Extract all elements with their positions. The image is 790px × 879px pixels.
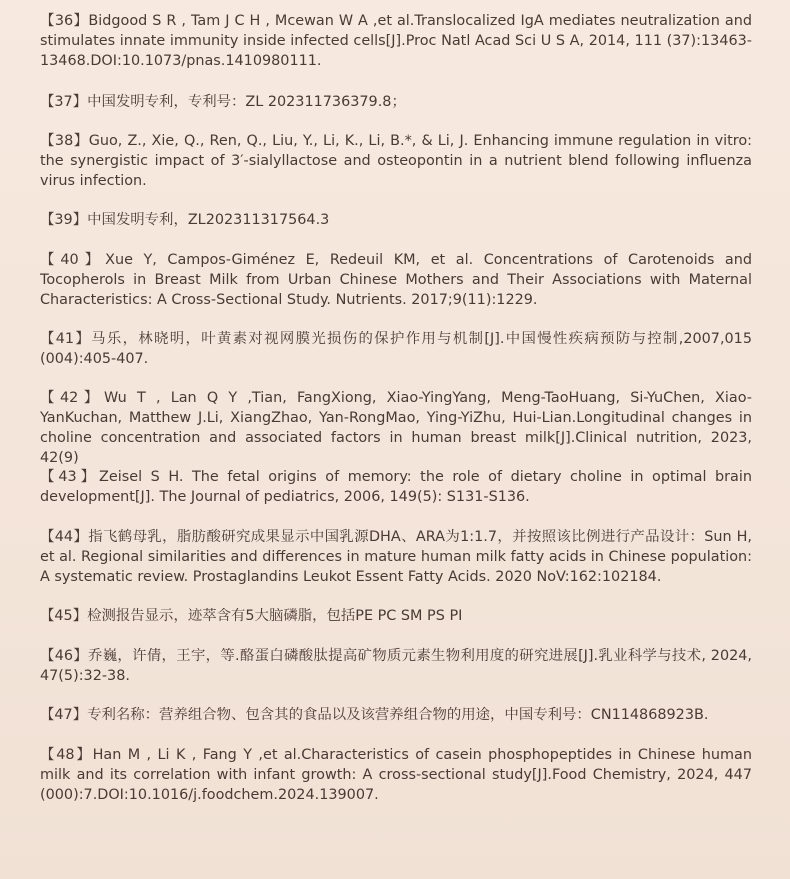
reference-number: 【36】 (40, 13, 89, 29)
reference-number: 【37】 (40, 94, 88, 110)
reference-number: 【43】 (40, 469, 100, 485)
reference-number: 【44】 (40, 529, 89, 545)
reference-46 (40, 646, 752, 686)
reference-40 (40, 250, 752, 310)
reference-48 (40, 745, 752, 805)
reference-number: 【47】 (40, 707, 88, 723)
reference-text: 检测报告显示，迹萃含有5大脑磷脂，包括PE PC SM PS PI (87, 608, 463, 624)
reference-39 (40, 210, 752, 230)
reference-text: Wu T , Lan Q Y ,Tian, FangXiong, Xiao-YingYang, Meng-TaoHuang, Si-YuChen, Xiao-YanKuchan, Matthew J.Li, XiangZhao, Yan-RongMao, Ying-YiZhu, Hui-Lian.Longitudinal changes in choline concentration and associated factors in human breast milk[J].Clinical nutrition, 2023, 42(9) (40, 390, 753, 466)
reference-text: Zeisel S H. The fetal origins of memory: the role of dietary choline in optimal brain development[J]. The Journal of pediatrics, 2006, 149(5): S131-S136. (40, 469, 752, 505)
reference-text: Bidgood S R , Tam J C H , Mcewan W A ,et al.Translocalized IgA mediates neutralization and stimulates innate immunity inside infected cells[J].Proc Natl Acad Sci U S A, 2014, 111 (37):13463-13468.DOI:10.1073/pnas.1410980111. (40, 13, 752, 69)
reference-text: 中国发明专利，ZL202311317564.3 (87, 212, 330, 228)
reference-45 (40, 606, 752, 626)
reference-number: 【41】 (40, 331, 92, 347)
reference-36 (40, 11, 752, 71)
reference-number: 【45】 (40, 608, 88, 624)
reference-text: 马乐，林晓明，叶黄素对视网膜光损伤的保护作用与机制[J].中国慢性疾病预防与控制,2007,015 (004):405-407. (40, 331, 752, 367)
reference-42 (40, 388, 752, 468)
reference-text: 中国发明专利，专利号：ZL 202311736379.8； (87, 94, 406, 110)
reference-37 (40, 92, 752, 112)
reference-text: 乔巍，许倩，王宇，等.酪蛋白磷酸肽提高矿物质元素生物利用度的研究进展[J].乳业科学与技术, 2024, 47(5):32-38. (40, 648, 752, 684)
reference-text: 专利名称：营养组合物、包含其的食品以及该营养组合物的用途，中国专利号：CN114868923B. (87, 707, 709, 723)
reference-number: 【48】 (40, 747, 93, 763)
reference-text: Guo, Z., Xie, Q., Ren, Q., Liu, Y., Li, K., Li, B.*, & Li, J. Enhancing immune regulation in vitro: the synergistic impact of 3′-sialyllactose and osteopontin in a nutrient blend following influenza virus infection. (40, 133, 752, 189)
reference-47 (40, 705, 752, 725)
reference-44 (40, 527, 752, 587)
reference-text: Han M , Li K , Fang Y ,et al.Characteristics of casein phosphopeptides in Chinese human milk and its correlation with infant growth: A cross-sectional study[J].Food Chemistry, 2024, 447 (000):7.DOI:10.1016/j.foodchem.2024.139007. (40, 747, 753, 803)
reference-text: 指飞鹤母乳，脂肪酸研究成果显示中国乳源DHA、ARA为1:1.7，并按照该比例进行产品设计：Sun H, et al. Regional similarities and differences in mature human milk fatty acids in Chinese population: A systematic review. Prostaglandins Leukot Essent Fatty Acids. 2020 NoV:162:102184. (40, 529, 752, 585)
reference-number: 【38】 (40, 133, 89, 149)
reference-number: 【39】 (40, 212, 88, 228)
reference-41 (40, 329, 752, 369)
reference-38 (40, 131, 752, 191)
reference-number: 【46】 (40, 648, 89, 664)
reference-text: Xue Y, Campos-Giménez E, Redeuil KM, et al. Concentrations of Carotenoids and Tocopherols in Breast Milk from Urban Chinese Mothers and Their Associations with Maternal Characteristics: A Cross-Sectional Study. Nutrients. 2017;9(11):1229. (40, 252, 753, 308)
reference-43 (40, 467, 752, 507)
reference-number: 【40】 (40, 252, 106, 268)
reference-number: 【42】 (40, 390, 104, 406)
